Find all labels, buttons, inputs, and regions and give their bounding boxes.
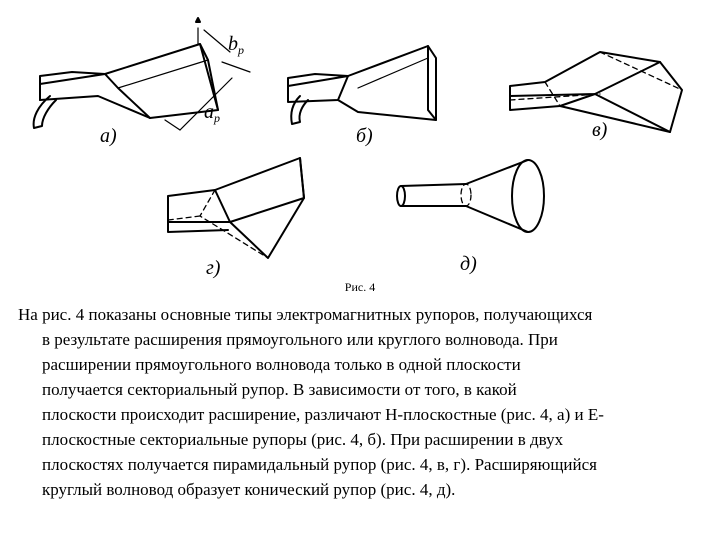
horn-b-drawing	[288, 46, 436, 124]
text-line: получается секториальный рупор. В зависимости от того, в какой	[42, 380, 517, 399]
dim-ap-label: $a_p$	[204, 101, 220, 125]
figure-caption: Рис. 4	[344, 280, 376, 294]
horn-d-drawing	[397, 160, 544, 232]
label-b: б)	[356, 125, 373, 147]
dim-bp-label: $b_p$	[228, 33, 244, 57]
text-line: плоскостях получается пирамидальный рупор (рис. 4, в, г). Расширяющийся	[42, 455, 597, 474]
label-v: в)	[592, 119, 608, 141]
label-a: а)	[100, 125, 117, 147]
horn-g-drawing	[168, 158, 304, 258]
label-d: д)	[460, 253, 477, 275]
text-line: плоскостные секториальные рупоры (рис. 4, б). При расширении в двух	[42, 430, 564, 449]
body-paragraph	[18, 302, 708, 502]
text-line: плоскости происходит расширение, различают Н-плоскостные (рис. 4, а) и Е-	[42, 405, 604, 424]
label-g: г)	[206, 257, 221, 279]
text-line: расширении прямоугольного волновода только в одной плоскости	[42, 355, 521, 374]
text-line: в результате расширения прямоугольного или круглого волновода. При	[42, 330, 558, 349]
text-line: круглый волновод образует конический рупор (рис. 4, д).	[42, 480, 456, 499]
text-line: На рис. 4 показаны основные типы электромагнитных рупоров, получающихся	[18, 305, 593, 324]
